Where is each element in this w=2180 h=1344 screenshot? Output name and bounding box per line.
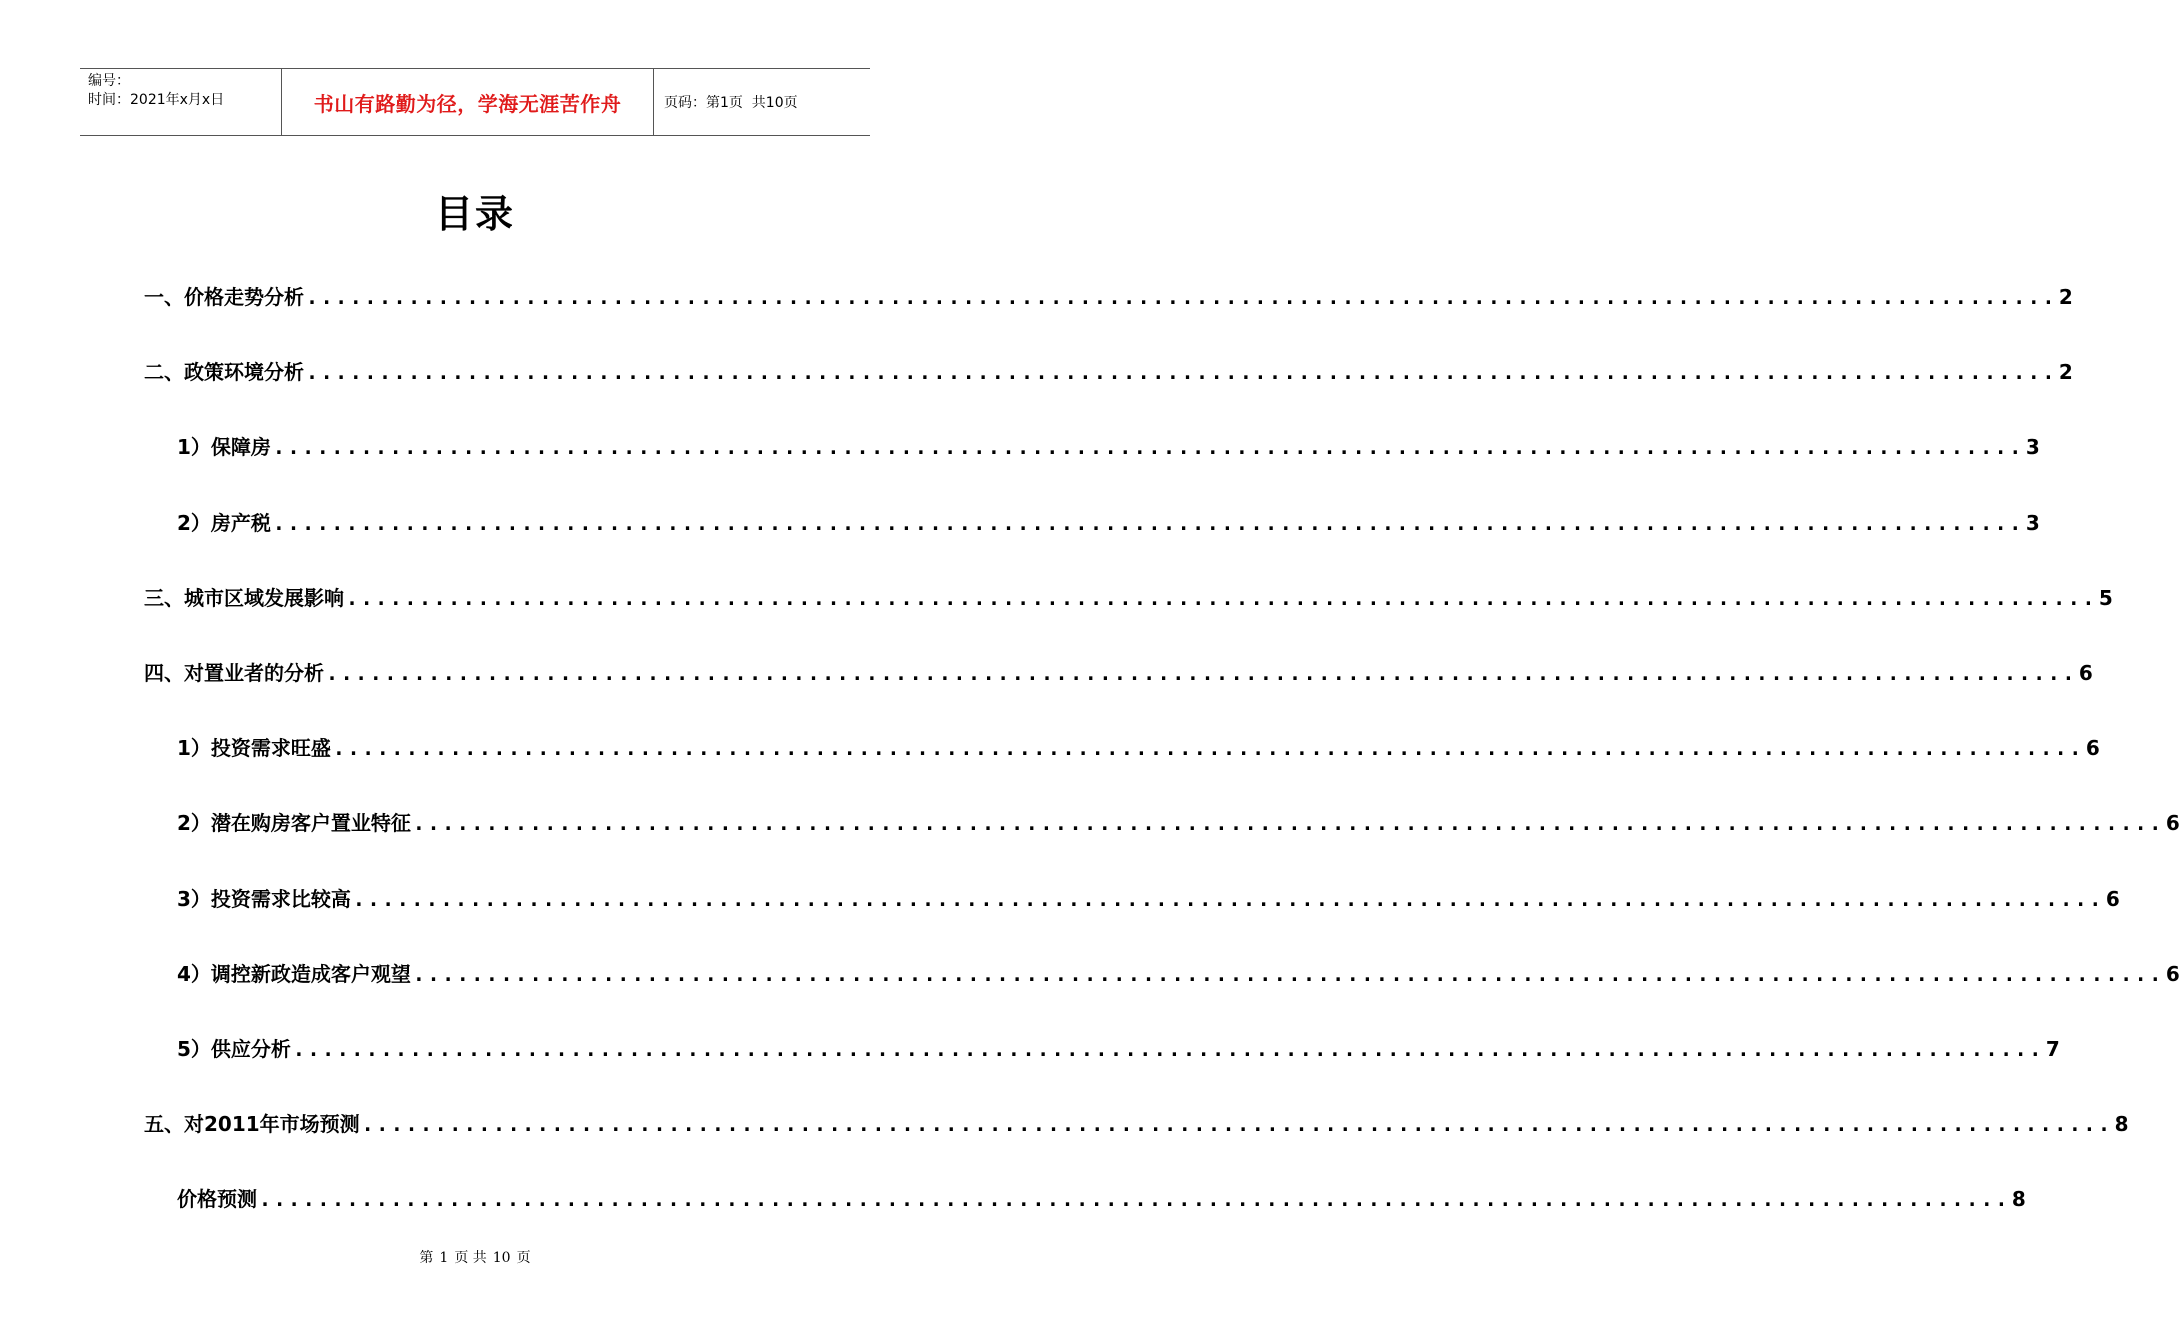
toc-entry[interactable]	[177, 1183, 2026, 1213]
toc-entry-page-number: 6	[2085, 736, 2100, 761]
toc-entry-label: 三、城市区域发展影响	[144, 585, 344, 610]
toc-entry[interactable]	[177, 958, 2180, 988]
footer-prefix: 第	[419, 1250, 434, 1266]
toc-leader-dots: ........................................................................................................................	[306, 285, 2057, 309]
footer-suffix: 页	[516, 1250, 531, 1266]
toc-entry-label: 二、政策环境分析	[144, 360, 304, 385]
toc-leader-dots: ........................................................................................................................	[352, 886, 2104, 911]
toc-leader-dots: ........................................................................................................................	[259, 1187, 2010, 1212]
toc-entry-page-number: 5	[2098, 585, 2113, 610]
header-motto: 书山有路勤为径，学海无涯苦作舟	[282, 69, 654, 135]
toc-entry[interactable]	[144, 1108, 2129, 1138]
toc-entry-label: 3）投资需求比较高	[177, 886, 351, 911]
footer-middle: 页 共	[454, 1250, 487, 1266]
toc-entry-page-number: 8	[2114, 1112, 2129, 1137]
toc-entry-label: 一、价格走势分析	[144, 285, 304, 309]
toc-leader-dots: ........................................................................................................................	[412, 811, 2164, 836]
toc-entry-page-number: 3	[2025, 510, 2040, 535]
toc-entry[interactable]	[177, 507, 2040, 537]
toc-entry-page-number: 6	[2078, 661, 2093, 685]
toc-entry[interactable]	[144, 582, 2113, 612]
footer-current-page: 1	[439, 1250, 449, 1266]
toc-entry[interactable]	[177, 883, 2120, 913]
toc-leader-dots: ........................................................................................................................	[361, 1112, 2113, 1137]
toc-entry[interactable]	[177, 1033, 2060, 1063]
toc-leader-dots: ........................................................................................................................	[346, 585, 2097, 610]
toc-leader-dots: ........................................................................................................................	[326, 661, 2077, 685]
toc-entry-label: 4）调控新政造成客户观望	[177, 961, 411, 986]
toc-entry-page-number: 6	[2105, 886, 2120, 911]
toc-leader-dots: ........................................................................................................................	[272, 435, 2024, 460]
toc-entry-page-number: 6	[2165, 811, 2180, 836]
toc-entry-page-number: 3	[2025, 435, 2040, 460]
header-number-label: 编号：	[88, 73, 130, 89]
toc-leader-dots: ........................................................................................................................	[412, 961, 2164, 986]
toc-entry-label: 1）保障房	[177, 435, 271, 460]
toc-leader-dots: ........................................................................................................................	[292, 1037, 2044, 1061]
toc-entry[interactable]	[177, 732, 2100, 762]
header-time-label: 时间：2021年x月x日	[88, 92, 225, 108]
toc-entry[interactable]	[177, 431, 2040, 461]
toc-entry-page-number: 7	[2045, 1037, 2060, 1061]
toc-leader-dots: ........................................................................................................................	[306, 360, 2057, 385]
toc-entry[interactable]	[144, 657, 2093, 687]
toc-entry-label: 四、对置业者的分析	[144, 661, 324, 685]
toc-entry-page-number: 2	[2058, 360, 2073, 385]
toc-leader-dots: ........................................................................................................................	[272, 510, 2024, 535]
toc-entry-page-number: 6	[2165, 961, 2180, 986]
toc-leader-dots: ........................................................................................................................	[332, 736, 2084, 761]
header-page-info-text: 页码：第1页 共10页	[664, 95, 798, 111]
toc-entry[interactable]	[144, 356, 2073, 386]
page-footer	[0, 1247, 950, 1267]
toc-entry[interactable]	[144, 281, 2073, 311]
toc-entry[interactable]	[177, 807, 2180, 837]
toc-entry-label: 1）投资需求旺盛	[177, 736, 331, 761]
toc-entry-label: 2）潜在购房客户置业特征	[177, 811, 411, 836]
toc-entry-label: 五、对2011年市场预测	[144, 1112, 360, 1137]
footer-total-pages: 10	[492, 1250, 511, 1266]
page-title: 目录	[434, 192, 515, 236]
toc-entry-label: 5）供应分析	[177, 1037, 291, 1061]
toc-entry-page-number: 8	[2011, 1187, 2026, 1212]
toc-entry-label: 2）房产税	[177, 510, 271, 535]
toc-entry-label: 价格预测	[177, 1187, 257, 1212]
toc-entry-page-number: 2	[2058, 285, 2073, 309]
